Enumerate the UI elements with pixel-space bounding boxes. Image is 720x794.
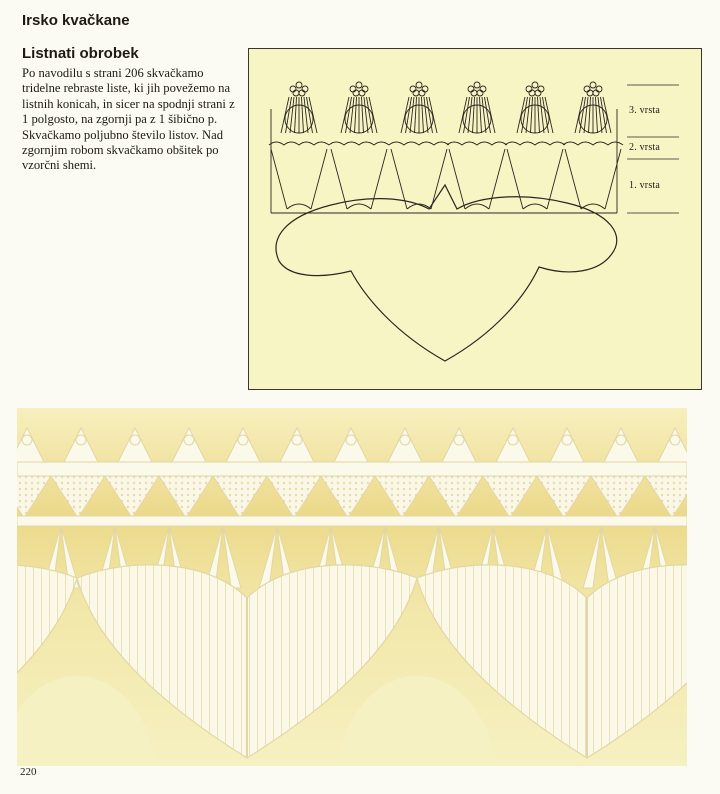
page-number: 220 bbox=[20, 766, 37, 778]
fan-stitch bbox=[596, 97, 598, 133]
picot-bobble bbox=[130, 435, 140, 445]
crochet-chart-diagram bbox=[248, 48, 702, 390]
leaf-outline bbox=[276, 185, 617, 361]
picot-loop bbox=[471, 90, 477, 96]
picot-loop bbox=[410, 86, 416, 92]
picot-loop bbox=[350, 86, 356, 92]
picot-bobble bbox=[238, 435, 248, 445]
picot-loop bbox=[584, 86, 590, 92]
picot-loop bbox=[590, 82, 596, 88]
picot-loop bbox=[353, 90, 359, 96]
row1-stitch bbox=[565, 149, 581, 209]
chart-drawing bbox=[249, 49, 703, 391]
picot-bobble bbox=[508, 435, 518, 445]
row2-chain bbox=[447, 142, 507, 145]
row1-arc bbox=[287, 204, 311, 209]
lace-photo-drawing bbox=[17, 408, 687, 766]
fan-stitch bbox=[538, 97, 540, 133]
row-label-3: 3. vrsta bbox=[629, 105, 661, 116]
fan-stitch bbox=[480, 97, 482, 133]
picot-bobble bbox=[670, 435, 680, 445]
picot-loop bbox=[477, 90, 483, 96]
picot-loop bbox=[535, 90, 541, 96]
pattern-title: Listnati obrobek bbox=[22, 45, 139, 62]
picot-loop bbox=[290, 86, 296, 92]
picot-bobble bbox=[346, 435, 356, 445]
fan-stitch bbox=[362, 97, 364, 133]
row2-chain bbox=[389, 142, 449, 145]
top-band bbox=[17, 462, 687, 476]
fan-stitch bbox=[295, 97, 297, 133]
picot-loop bbox=[302, 86, 308, 92]
row1-stitch bbox=[271, 149, 287, 209]
row2-chain bbox=[269, 142, 329, 145]
fan-stitch bbox=[589, 97, 591, 133]
picot-loop bbox=[362, 86, 368, 92]
picot-bobble bbox=[400, 435, 410, 445]
fan-stitch bbox=[355, 97, 357, 133]
picot-bobble bbox=[22, 435, 32, 445]
middle-band bbox=[17, 516, 687, 526]
picot-loop bbox=[419, 90, 425, 96]
picot-loop bbox=[480, 86, 486, 92]
picot-bobble bbox=[454, 435, 464, 445]
row2-chain bbox=[505, 142, 565, 145]
picot-loop bbox=[359, 90, 365, 96]
fan-stitch bbox=[422, 97, 424, 133]
picot-loop bbox=[538, 86, 544, 92]
picot-loop bbox=[416, 82, 422, 88]
section-title: Irsko kvačkane bbox=[22, 12, 130, 29]
picot-loop bbox=[293, 90, 299, 96]
row1-stitch bbox=[331, 149, 347, 209]
row-label-1: 1. vrsta bbox=[629, 180, 661, 191]
row1-stitch bbox=[605, 149, 621, 209]
fan-stitch bbox=[473, 97, 475, 133]
picot-loop bbox=[593, 90, 599, 96]
picot-bobble bbox=[76, 435, 86, 445]
picot-bobble bbox=[562, 435, 572, 445]
lace-photo bbox=[17, 408, 687, 766]
picot-loop bbox=[474, 82, 480, 88]
picot-loop bbox=[299, 90, 305, 96]
fan-stitch bbox=[531, 97, 533, 133]
picot-loop bbox=[422, 86, 428, 92]
picot-loop bbox=[468, 86, 474, 92]
row1-stitch bbox=[311, 149, 327, 209]
picot-bobble bbox=[616, 435, 626, 445]
picot-loop bbox=[296, 82, 302, 88]
row2-chain bbox=[563, 142, 623, 145]
row-label-2: 2. vrsta bbox=[629, 142, 661, 153]
picot-loop bbox=[526, 86, 532, 92]
fan-stitch bbox=[302, 97, 304, 133]
picot-loop bbox=[529, 90, 535, 96]
fan-stitch bbox=[415, 97, 417, 133]
picot-loop bbox=[587, 90, 593, 96]
picot-bobble bbox=[184, 435, 194, 445]
picot-bobble bbox=[292, 435, 302, 445]
picot-loop bbox=[356, 82, 362, 88]
picot-loop bbox=[413, 90, 419, 96]
instructions-text: Po navodilu s strani 206 skvačkamo tridelne rebraste liste, ki jih povežemo na listnih konicah, in sicer na spodnji strani z 1 polgosto, na zgornji pa z 1 šibično p. Skvačkamo poljubno število listov. Nad zgornjim robom skvačkamo obšitek po vzorčni shemi. bbox=[22, 66, 235, 173]
row2-chain bbox=[329, 142, 389, 145]
picot-loop bbox=[596, 86, 602, 92]
picot-loop bbox=[532, 82, 538, 88]
